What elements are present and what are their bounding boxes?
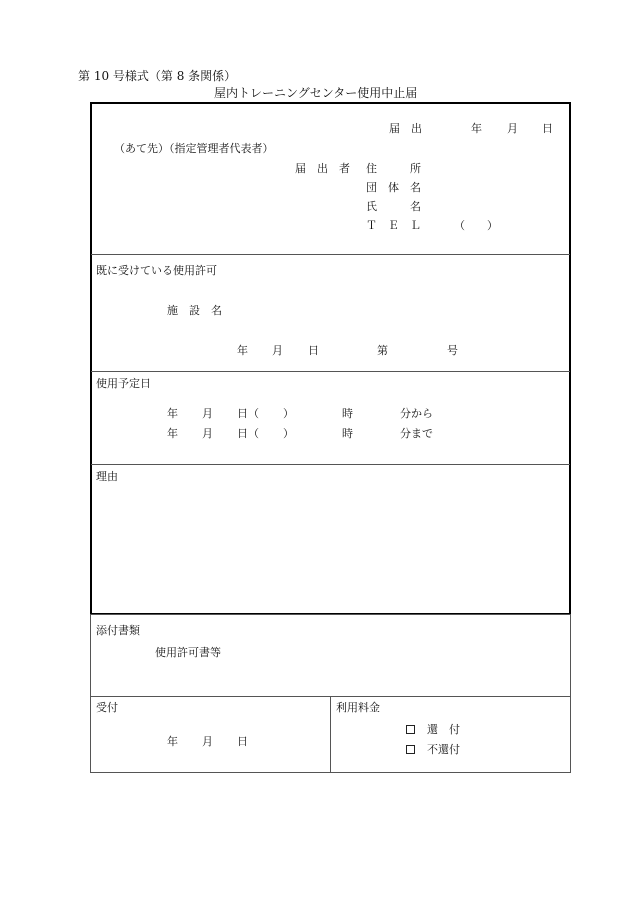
name-label: 氏 名 xyxy=(366,200,421,213)
refund-label: 還 付 xyxy=(427,723,460,736)
form-number: 第 10 号様式（第 8 条関係） xyxy=(78,69,237,83)
attachment-item: 使用許可書等 xyxy=(155,646,221,659)
form-main-frame xyxy=(90,102,571,615)
from-day: 日（ xyxy=(237,407,259,420)
from-year: 年 xyxy=(167,407,178,420)
reception-day: 日 xyxy=(237,735,248,748)
planned-date-heading: 使用予定日 xyxy=(96,377,151,390)
from-close: ） xyxy=(283,407,294,420)
date-month: 月 xyxy=(507,122,518,135)
to-close: ） xyxy=(283,427,294,440)
submitter-heading: 届 出 者 xyxy=(295,162,350,175)
to-hour: 時 xyxy=(342,427,353,440)
divider-2 xyxy=(91,371,570,372)
reason-heading: 理由 xyxy=(96,470,118,483)
to-minute: 分まで xyxy=(400,427,433,440)
fee-heading: 利用料金 xyxy=(336,701,380,714)
date-label: 届 出 xyxy=(389,122,422,135)
fee-option-refund[interactable] xyxy=(406,724,460,735)
divider-vertical xyxy=(330,696,331,773)
facility-label: 施 設 名 xyxy=(167,304,222,317)
attachments-heading: 添付書類 xyxy=(96,624,140,637)
refund-checkbox[interactable] xyxy=(406,725,415,734)
permit-day: 日 xyxy=(308,344,319,357)
tel-label: Ｔ Ｅ Ｌ xyxy=(366,219,421,232)
address-label: 住 所 xyxy=(366,162,421,175)
permit-number-prefix: 第 xyxy=(377,344,388,357)
date-day: 日 xyxy=(542,122,553,135)
page-title: 屋内トレーニングセンター使用中止届 xyxy=(214,86,418,100)
permit-month: 月 xyxy=(272,344,283,357)
divider-3 xyxy=(91,464,570,465)
no-refund-checkbox[interactable] xyxy=(406,745,415,754)
divider-1 xyxy=(91,254,570,255)
reception-heading: 受付 xyxy=(96,701,118,714)
permit-number-suffix: 号 xyxy=(447,344,458,357)
date-year: 年 xyxy=(471,122,482,135)
existing-permit-heading: 既に受けている使用許可 xyxy=(96,264,217,277)
organization-label: 団 体 名 xyxy=(366,181,421,194)
reception-month: 月 xyxy=(202,735,213,748)
no-refund-label: 不還付 xyxy=(427,743,460,756)
to-year: 年 xyxy=(167,427,178,440)
permit-year: 年 xyxy=(237,344,248,357)
from-minute: 分から xyxy=(400,407,433,420)
from-month: 月 xyxy=(202,407,213,420)
to-month: 月 xyxy=(202,427,213,440)
to-day: 日（ xyxy=(237,427,259,440)
fee-option-no-refund[interactable] xyxy=(406,744,460,755)
addressee: （あて先）（指定管理者代表者） xyxy=(114,142,274,155)
tel-paren: （ ） xyxy=(454,219,498,232)
from-hour: 時 xyxy=(342,407,353,420)
reception-year: 年 xyxy=(167,735,178,748)
